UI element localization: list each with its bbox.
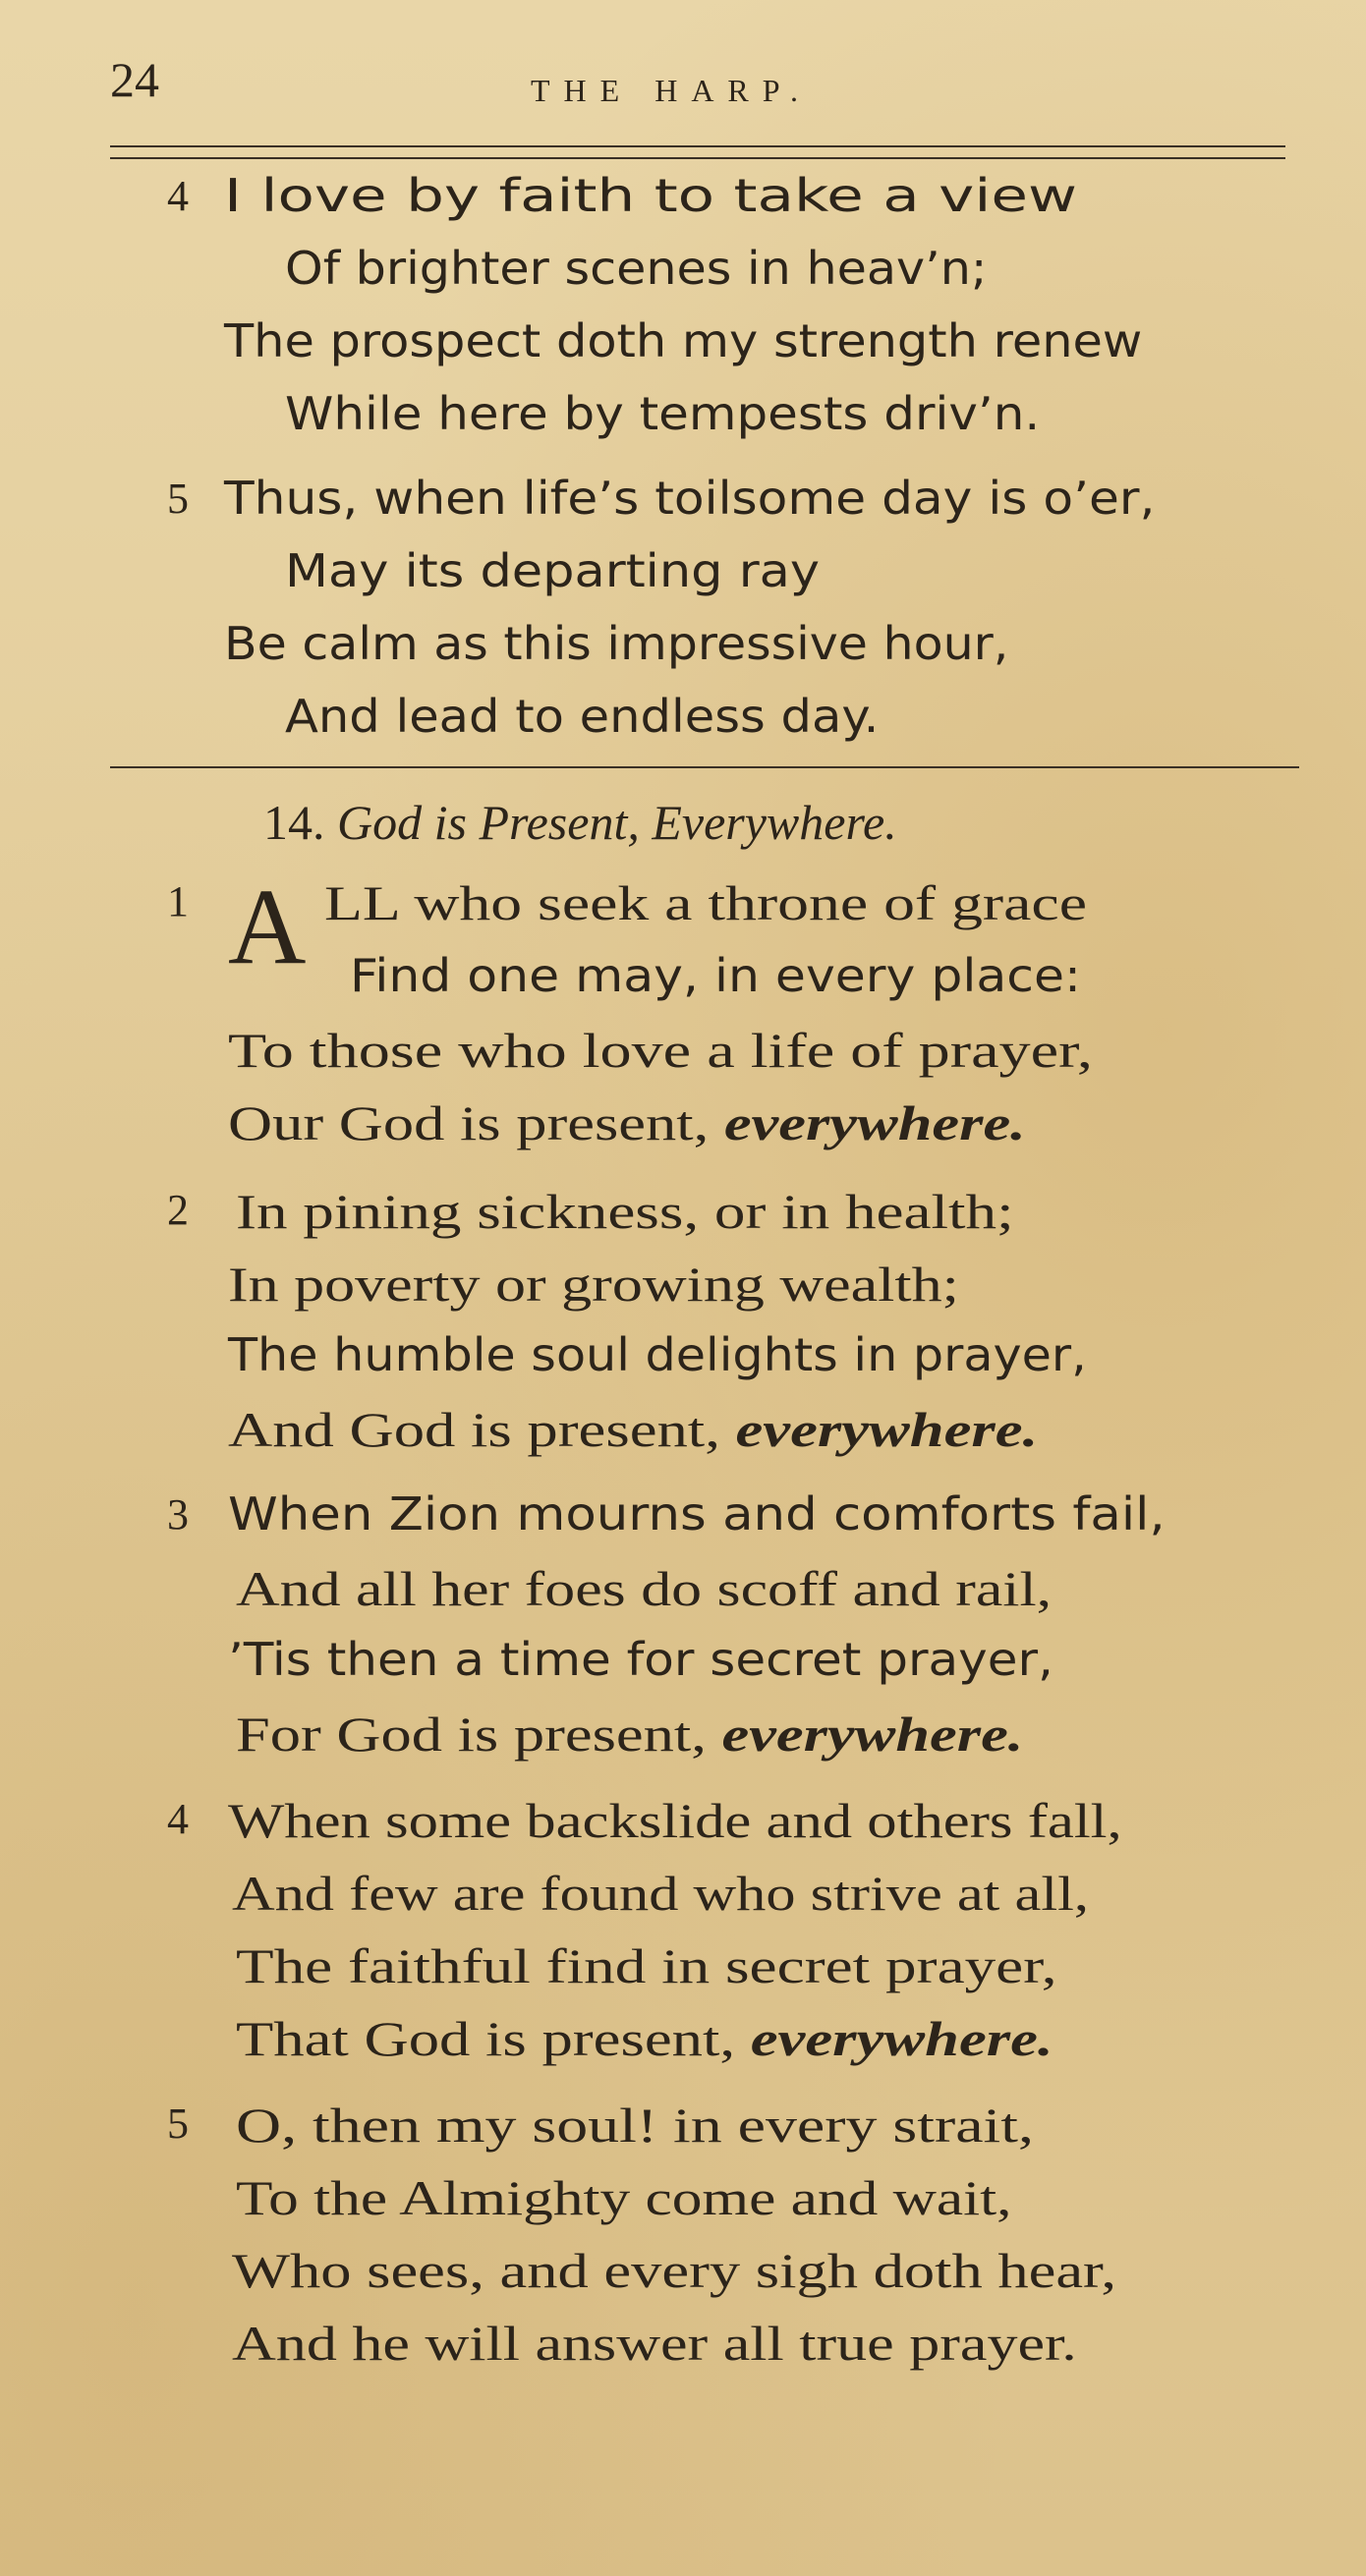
- verse-line: And lead to endless day.: [285, 690, 880, 743]
- verse-line: Find one may, in every place:: [350, 949, 1081, 1002]
- refrain-word: everywhere.: [721, 1707, 1024, 1762]
- drop-cap: A: [228, 867, 307, 986]
- verse-number: 1: [167, 877, 189, 925]
- verse-line-with-refrain: [228, 1095, 1026, 1150]
- verse-number: 5: [167, 475, 189, 523]
- hymn-title: [263, 795, 897, 850]
- refrain-word: everywhere.: [750, 2011, 1053, 2066]
- verse-line: LL who seek a throne of grace: [324, 875, 1087, 930]
- verse-line: And all her foes do scoff and rail,: [236, 1561, 1053, 1616]
- verse-line: May its departing ray: [285, 544, 821, 597]
- verse-number: 2: [167, 1186, 189, 1234]
- verse-line: The faithful find in secret prayer,: [236, 1938, 1057, 1993]
- hymn-title-text: God is Present, Everywhere.: [337, 795, 897, 850]
- verse-line: Who sees, and every sigh doth hear,: [232, 2243, 1116, 2298]
- verse-number: 4: [167, 1795, 189, 1843]
- verse-line: And he will answer all true prayer.: [232, 2316, 1077, 2371]
- verse-line-with-refrain: [236, 2011, 1053, 2066]
- refrain-word: everywhere.: [723, 1095, 1026, 1150]
- line-text: For God is present,: [236, 1707, 707, 1762]
- verse-line: The prospect doth my strength renew: [224, 314, 1143, 367]
- verse-line: In pining sickness, or in health;: [236, 1184, 1014, 1239]
- line-text: Our God is present,: [228, 1095, 710, 1150]
- verse-line: In poverty or growing wealth;: [228, 1257, 959, 1312]
- verse-line: Be calm as this impressive hour,: [224, 617, 1009, 670]
- verse-line: ’Tis then a time for secret prayer,: [228, 1633, 1053, 1686]
- verse-line-with-refrain: [236, 1707, 1024, 1762]
- refrain-word: everywhere.: [735, 1402, 1039, 1457]
- verse-number: 3: [167, 1490, 189, 1539]
- hymn-number: 14.: [263, 795, 325, 850]
- page-number: 24: [110, 52, 159, 107]
- line-text: That God is present,: [236, 2011, 736, 2066]
- hymn-separator-rule: [110, 766, 1299, 768]
- verse-line: To the Almighty come and wait,: [236, 2170, 1012, 2225]
- running-head: THE HARP.: [531, 73, 813, 108]
- header-rule-second: [110, 157, 1285, 159]
- verse-line: Of brighter scenes in heav’n;: [285, 242, 988, 295]
- verse-line: While here by tempests driv’n.: [285, 387, 1041, 440]
- verse-line: O, then my soul! in every strait,: [236, 2098, 1034, 2153]
- verse-line: When Zion mourns and comforts fail,: [228, 1487, 1166, 1540]
- verse-line: Thus, when life’s toilsome day is o’er,: [224, 472, 1156, 525]
- header-rule: [110, 145, 1285, 147]
- verse-line-with-refrain: [228, 1402, 1039, 1457]
- verse-number: 4: [167, 172, 189, 220]
- verse-number: 5: [167, 2100, 189, 2148]
- verse-line: When some backslide and others fall,: [228, 1793, 1122, 1848]
- verse-line: I love by faith to take a view: [224, 169, 1077, 222]
- verse-line: And few are found who strive at all,: [232, 1866, 1089, 1921]
- verse-line: To those who love a life of prayer,: [228, 1023, 1093, 1078]
- line-text: And God is present,: [228, 1402, 720, 1457]
- verse-line: The humble soul delights in prayer,: [228, 1328, 1087, 1381]
